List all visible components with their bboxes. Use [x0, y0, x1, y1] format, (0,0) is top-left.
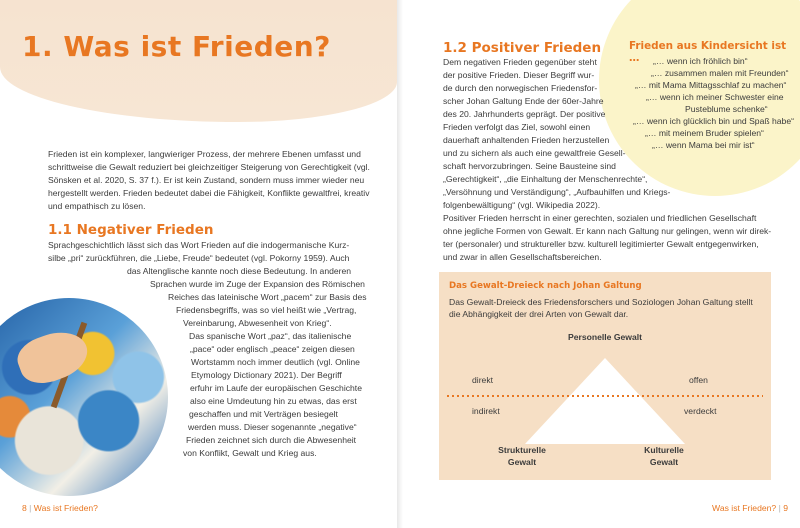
text-line: ter (personaler) und struktureller bzw. kulturell legitimierter Gewalt entgegenwirken,	[443, 239, 759, 249]
kids-quote-title: Frieden aus Kindersicht ist …	[629, 40, 787, 64]
text-line: Frieden verfolgt das Ziel, sowohl einen	[443, 122, 591, 132]
kids-quote: „… wenn ich glücklich bin und Spaß habe“	[633, 116, 794, 126]
triangle-label-personal: Personelle Gewalt	[567, 332, 643, 342]
kids-quote: „… mit Mama Mittagsschlaf zu machen“	[635, 80, 787, 90]
text-line: des 20. Jahrhunderts geprägt. Der positive	[443, 109, 606, 119]
text-line: werden muss. Dieser sogenannte „negative“	[188, 422, 357, 432]
page-number: 8	[22, 503, 27, 513]
text-line: dauerhaft anhaltenden Frieden herzustellen	[443, 135, 610, 145]
running-title: Was ist Frieden?	[712, 503, 777, 513]
section-heading-negative-peace: 1.1 Negativer Frieden	[48, 222, 214, 238]
text-line: geschaffen und mit Verträgen besiegelt	[189, 409, 338, 419]
triangle-label-structural	[487, 444, 557, 468]
text-line: von Konflikt, Gewalt und Krieg aus.	[183, 448, 317, 458]
text-line: silbe „pri“ zurückführen, die „Liebe, Freude“ bedeutet (vgl. Pokorny 1959). Auch	[48, 253, 350, 263]
label-line: Kulturelle	[644, 445, 684, 455]
text-line: Positiver Frieden herrscht in einer gerechten, sozialen und friedlichen Gesellschaft	[443, 213, 757, 223]
section-heading-positive-peace: 1.2 Positiver Frieden	[443, 40, 602, 56]
kids-quote: „… wenn Mama bei mir ist“	[652, 140, 755, 150]
kids-quote: „… wenn ich fröhlich bin“	[653, 56, 748, 66]
triangle-shape	[525, 358, 685, 444]
label-direct: direkt	[472, 375, 494, 385]
label-line: Strukturelle	[498, 445, 546, 455]
painting-photo	[0, 298, 168, 496]
text-line: Sprachgeschichtlich lässt sich das Wort Frieden auf die indogermanische Kurz-	[48, 240, 350, 250]
footer-separator: |	[778, 503, 781, 513]
text-line: erfuhr im Laufe der europäischen Geschichte	[190, 383, 362, 393]
box-text-line: Das Gewalt-Dreieck des Friedensforschers und Soziologen Johan Galtung stellt	[449, 297, 753, 307]
footer-left	[22, 503, 98, 513]
box-text-line: die Abhängigkeit der drei Arten von Gewalt dar.	[449, 309, 629, 319]
text-line: folgenbewältigung“ (vgl. Wikipedia 2022).	[443, 200, 601, 210]
text-line: Vereinbarung, Abwesenheit von Krieg“.	[183, 318, 332, 328]
text-line: Sprachen wurde im Zuge der Expansion des Römischen	[150, 279, 365, 289]
kids-quote: „… zusammen malen mit Freunden“	[651, 68, 789, 78]
text-line: ohne jegliche Formen von Gewalt. Er kann nach Galtung nur gelingen, wenn wir direk-	[443, 226, 772, 236]
label-line: Gewalt	[507, 457, 537, 467]
text-line: der positive Frieden. Dieser Begriff wur-	[443, 70, 595, 80]
text-line: scher Johan Galtung Ende der 60er-Jahre	[443, 96, 604, 106]
triangle-label-cultural	[629, 444, 699, 468]
text-line: „Versöhnung und Verständigung“, „Aufbauhilfen und Kriegs-	[443, 187, 671, 197]
text-line: das Altenglische kannte noch diese Bedeutung. In anderen	[127, 266, 352, 276]
label-line: Gewalt	[649, 457, 679, 467]
page-number: 9	[783, 503, 788, 513]
kids-quote: „… wenn ich meiner Schwester eine	[646, 92, 784, 102]
kids-quote: Pusteblume schenke“	[685, 104, 768, 114]
page-title: 1. Was ist Frieden?	[22, 30, 331, 63]
galtung-triangle-box	[439, 272, 771, 480]
kids-quote: „… mit meinem Bruder spielen“	[645, 128, 764, 138]
box-title: Das Gewalt-Dreieck nach Johan Galtung	[449, 281, 642, 291]
text-line: de durch den norwegischen Friedensfor-	[443, 83, 598, 93]
text-line: und zwar in allen Gesellschaftsbereichen.	[443, 252, 602, 262]
text-line: Dem negativen Frieden gegenüber steht	[443, 57, 597, 67]
label-hidden: verdeckt	[684, 406, 717, 416]
right-page	[403, 0, 800, 528]
text-line: Reiches das lateinische Wort „pacem“ zur Basis des	[168, 292, 367, 302]
text-line: Wortstamm noch immer deutlich (vgl. Online	[191, 357, 360, 367]
footer-separator: |	[29, 503, 32, 513]
running-title: Was ist Frieden?	[33, 503, 98, 513]
text-line: und zu sichern als auch eine gewaltfreie Gesell-	[443, 148, 626, 158]
footer-right	[712, 503, 788, 513]
text-line: Etymology Dictionary 2021). Der Begriff	[191, 370, 342, 380]
text-line: Frieden zeichnet sich durch die Abwesenheit	[186, 435, 357, 445]
text-line: Das spanische Wort „paz“, das italienische	[189, 331, 352, 341]
left-page	[0, 0, 397, 528]
text-line: Friedensbegriffs, was so viel heißt wie „Vertrag,	[176, 305, 357, 315]
text-line: „Gerechtigkeit“, „die Einhaltung der Menschenrechte“,	[443, 174, 648, 184]
label-open: offen	[689, 375, 708, 385]
text-line: also eine Umdeutung hin zu etwas, das erst	[190, 396, 357, 406]
label-indirect: indirekt	[472, 406, 500, 416]
intro-paragraph: Frieden ist ein komplexer, langwieriger Prozess, der mehrere Ebenen umfasst und schrittweise die Gewalt reduziert bei gleichzeitiger Steigerung von Gerechtigkeit (vgl. Sönsken et al. 2020, S. 37 f.). Er ist kein Zustand, sondern muss immer wieder neu hergestellt werden. Frieden bedeutet dabei die Fähigkeit, Konflikte gewaltfrei, kreativ und empathisch zu lösen.	[48, 149, 370, 212]
text-line: schaft hervorzubringen. Seine Bausteine sind	[443, 161, 616, 171]
text-line: „pace“ oder englisch „peace“ zeigen diesen	[190, 344, 355, 354]
